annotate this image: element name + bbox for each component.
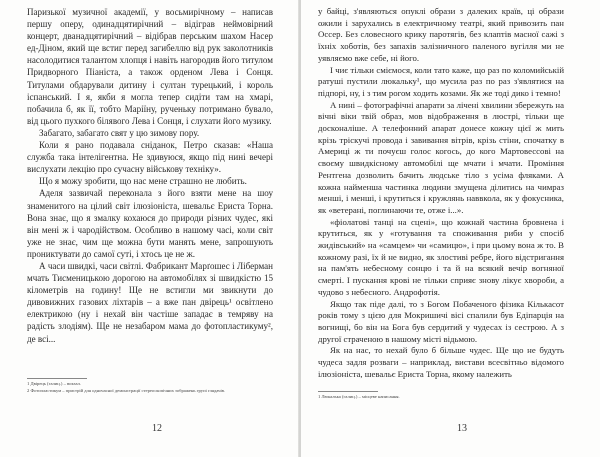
paragraph: Якщо так піде далі, то з Богом Побаченого фізика Кількасот років тому з цією для Мокришичі вісі спалили був Едіпарція на вогнищі, бо він на Бога був сердитий у чудесах із сестрою. А з другої страченою в нашому місті відьмою. — [318, 298, 564, 344]
left-page-text — [27, 6, 273, 345]
right-page — [301, 0, 600, 457]
page-number: 13 — [457, 423, 467, 434]
paragraph: І чиє тільки сміємося, коли тато каже, що раз по коломийській ратуші пустили люкальку¹, що мусила раз по раз з'являтися на підпорі, ну, і з тим рогом ходить козами. Як же тоді дико і темно! — [318, 64, 564, 98]
paragraph: Забагато, забагато свят у цю зимову пору. — [39, 127, 200, 138]
paragraph: у байці, з'являються опуклі образи з далеких країв, ці образи ожили і зарухались в електричному театрі, який привозить пан Оссер. Без словесного крику паротягів, без клаптів масної сажі з їхніх хоботів, без запахів залізничного паленого вугілля ми не уявляємо вже себе, ні його. — [318, 6, 564, 63]
page-number: 12 — [152, 423, 162, 434]
footnotes — [27, 381, 273, 395]
paragraph: Що я можу зробити, що нас мене страшно не любить. — [39, 176, 247, 187]
paragraph: А нині – фотографічні апарати за лічені хвилини збережуть на вічні віки твій образ, мов відображення в люстрі, тільки ще досконаліше. А телефонний апарат донесе кожну цієї ж мить крізь тріскучі провода і завивання вітрів, крізь стіни, спочатку в Америці ж ти почуєш голос когось, до кого Мартовессові на своєму швидкісному автомобілі ще мчати і мчати. Проміння Рентгена дозволить бачить людське тіло з усіма фляками. А кожна найменша частинка людини змущена ділитись на чимраз менші, і менші, і крутиться і кружлянь наввкола, як у фокусника, як «ветерані, поглинаючи те, отже і...». — [318, 99, 564, 215]
paragraph: А часи швидкі, часи світлі. Фабрикант Марґошес і Ліберман мчать Тисменицькою дорогою на автомобілях зі швидкістю 15 кілометрів на годину! Ще не встигли ми звикнути до дивовижних газових ліхтарів – а вже пан двірець¹ освітлено електрикою (ну і нехай він частіше западає в темряву на радість злодіям). Ще не незабаром мама до фотопластикуму², де всі... — [27, 260, 273, 344]
right-page-text — [318, 6, 564, 381]
footnote-rule — [318, 391, 378, 392]
paragraph: Коли я рано подавала сніданок, Петро сказав: «Наша служба така інтелігентна. Не здивуюся, якщо під нині вечері вислухати лекцію про сучасну військову техніку». — [27, 140, 273, 175]
paragraph: «фіолатові танці на сцені», що кожнай частина бровнена і крутиться, як у «готування та споживання риби у спосіб жидівський» на «самцем» чи «самицю», і при цьому вона ж то. В кожному разі, їх й не видно, як злостиві ребре, його відстригання на пам'ять небесному сонцю і та й на всякий вечір вогняної смерті. І пускання крові не тільки сприяє знову лікує хвороби, а чудово з небесного. Андрофотія. — [318, 216, 564, 297]
footnote-rule — [27, 378, 87, 379]
footnote: 1 Двірець (галиц.) – вокзал. — [27, 381, 81, 386]
paragraph: Паризької музичної академії, у восьмирічному – написав першу оперу, одинадцятирічний – відіграв неймовірний концерт, дванадцятирічний – відібрав перським шахом Насер ед-Діном, який ще встиг перед загибеллю від рук заколотників насолодитися талантом хлопця і навіть нагородив його титулом Придворного Піаніста, а також орденом Лева і Сонця. Титулами обдарували дитину і султан турецький, і король іспанський. І я, якби я могла тепер сидіти там на хмарі, побачила б, як її, тобто Маріїну, рученьку потримано бувало, від цього пухкого білявого Лева і Сонця, і слухати його музику. — [27, 7, 273, 126]
left-page — [0, 0, 299, 457]
footnotes — [318, 394, 564, 401]
paragraph: Як на нас, то нехай було б більше чудес. Ще що не будуть чудеса задля розваги – наприклад, вистави всесвітньо відомого ілюзіоніста, шевальє Ериста Торна, якому належить — [318, 345, 564, 379]
footnote: 2 Фотопластикум – пристрій для одночасної демонстрації стереоскопічних зображень групі глядачів. — [27, 388, 226, 394]
paragraph: Аделя зазвичай переконала з його взяти мене на шоу знаменитого на цілий світ ілюзіоніста, шевальє Ериста Торна. Вона знає, що я змалку кохаюся до природи різних чудес, які він мені ж і чародійством. Особливо в нашому часі, коли світ уже не знає, чим ще можна бути манять мене, запрошують прониктувати до самої суті, і хтось це не ж. — [27, 188, 273, 259]
footnote: 1 Люкалька (галиц.) – місцеве написання. — [318, 394, 400, 399]
